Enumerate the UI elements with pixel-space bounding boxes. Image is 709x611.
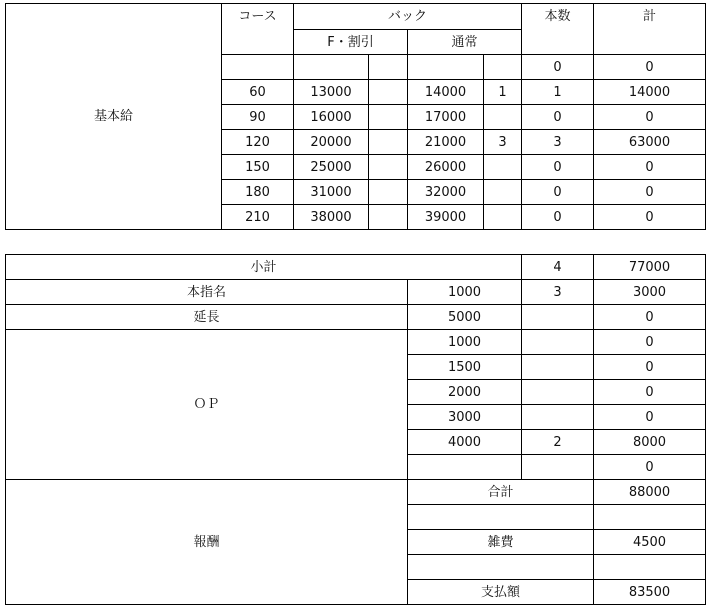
op-unit-cell: 1000 <box>407 329 522 355</box>
subtotal-label: 小計 <box>5 254 522 280</box>
back-normal-qty-cell: 1 <box>483 79 522 105</box>
course-cell: 180 <box>221 179 294 205</box>
zappi-value: 4500 <box>593 529 706 555</box>
header-back-discount: F・割引 <box>293 29 408 55</box>
op-unit-cell: 4000 <box>407 429 522 455</box>
op-total-cell: 0 <box>593 454 706 480</box>
back-normal-cell: 39000 <box>407 204 484 230</box>
table-cell-empty <box>368 54 408 80</box>
back-discount-qty-cell <box>368 204 408 230</box>
table-cell-empty <box>407 554 594 580</box>
back-discount-cell: 16000 <box>293 104 369 130</box>
table-cell-empty <box>293 54 369 80</box>
total-cell: 0 <box>593 154 706 180</box>
back-normal-cell: 21000 <box>407 129 484 155</box>
op-label: ＯＰ <box>5 329 408 480</box>
op-unit-cell: 1500 <box>407 354 522 380</box>
header-total: 計 <box>593 3 706 55</box>
honshimei-total: 3000 <box>593 279 706 305</box>
header-back-normal: 通常 <box>407 29 522 55</box>
header-count: 本数 <box>521 3 594 55</box>
table-cell-empty <box>221 54 294 80</box>
back-discount-cell: 31000 <box>293 179 369 205</box>
total-cell: 0 <box>593 104 706 130</box>
op-total-cell: 0 <box>593 379 706 405</box>
back-normal-cell: 14000 <box>407 79 484 105</box>
count-cell: 0 <box>521 154 594 180</box>
op-count-cell <box>521 454 594 480</box>
op-unit-cell: 3000 <box>407 404 522 430</box>
shiharai-value: 83500 <box>593 579 706 605</box>
kihonkyu-label: 基本給 <box>5 3 222 230</box>
count-cell: 0 <box>521 179 594 205</box>
back-normal-qty-cell <box>483 204 522 230</box>
honshimei-label: 本指名 <box>5 279 408 305</box>
count-cell: 3 <box>521 129 594 155</box>
back-discount-qty-cell <box>368 79 408 105</box>
back-discount-cell: 38000 <box>293 204 369 230</box>
op-total-cell: 0 <box>593 329 706 355</box>
header-course: コース <box>221 3 294 55</box>
hoshu-label: 報酬 <box>5 479 408 605</box>
back-normal-qty-cell <box>483 104 522 130</box>
op-unit-cell <box>407 454 522 480</box>
subtotal-total: 77000 <box>593 254 706 280</box>
gokei-label: 合計 <box>407 479 594 505</box>
op-count-cell <box>521 379 594 405</box>
table-cell-empty <box>593 504 706 530</box>
table-cell-empty <box>593 554 706 580</box>
table-cell-empty <box>407 54 484 80</box>
course-cell: 150 <box>221 154 294 180</box>
op-count-cell <box>521 354 594 380</box>
count-cell: 0 <box>521 104 594 130</box>
back-discount-cell: 13000 <box>293 79 369 105</box>
back-discount-qty-cell <box>368 179 408 205</box>
back-normal-qty-cell <box>483 154 522 180</box>
back-discount-qty-cell <box>368 154 408 180</box>
honshimei-count: 3 <box>521 279 594 305</box>
op-total-cell: 8000 <box>593 429 706 455</box>
op-total-cell: 0 <box>593 404 706 430</box>
course-cell: 210 <box>221 204 294 230</box>
back-normal-cell: 17000 <box>407 104 484 130</box>
encho-label: 延長 <box>5 304 408 330</box>
count-cell: 1 <box>521 79 594 105</box>
back-discount-cell: 25000 <box>293 154 369 180</box>
back-discount-qty-cell <box>368 129 408 155</box>
course-cell: 60 <box>221 79 294 105</box>
op-total-cell: 0 <box>593 354 706 380</box>
count-cell: 0 <box>521 54 594 80</box>
encho-count <box>521 304 594 330</box>
table-cell-empty <box>407 504 594 530</box>
honshimei-unit: 1000 <box>407 279 522 305</box>
total-cell: 63000 <box>593 129 706 155</box>
header-back: バック <box>293 3 522 30</box>
table-cell-empty <box>483 54 522 80</box>
encho-unit: 5000 <box>407 304 522 330</box>
back-discount-qty-cell <box>368 104 408 130</box>
total-cell: 14000 <box>593 79 706 105</box>
total-cell: 0 <box>593 204 706 230</box>
encho-total: 0 <box>593 304 706 330</box>
op-count-cell <box>521 404 594 430</box>
op-count-cell: 2 <box>521 429 594 455</box>
zappi-label: 雑費 <box>407 529 594 555</box>
back-normal-cell: 26000 <box>407 154 484 180</box>
total-cell: 0 <box>593 179 706 205</box>
course-cell: 120 <box>221 129 294 155</box>
subtotal-count: 4 <box>521 254 594 280</box>
back-normal-qty-cell <box>483 179 522 205</box>
total-cell: 0 <box>593 54 706 80</box>
gokei-value: 88000 <box>593 479 706 505</box>
op-unit-cell: 2000 <box>407 379 522 405</box>
op-count-cell <box>521 329 594 355</box>
course-cell: 90 <box>221 104 294 130</box>
count-cell: 0 <box>521 204 594 230</box>
back-discount-cell: 20000 <box>293 129 369 155</box>
back-normal-cell: 32000 <box>407 179 484 205</box>
shiharai-label: 支払額 <box>407 579 594 605</box>
back-normal-qty-cell: 3 <box>483 129 522 155</box>
